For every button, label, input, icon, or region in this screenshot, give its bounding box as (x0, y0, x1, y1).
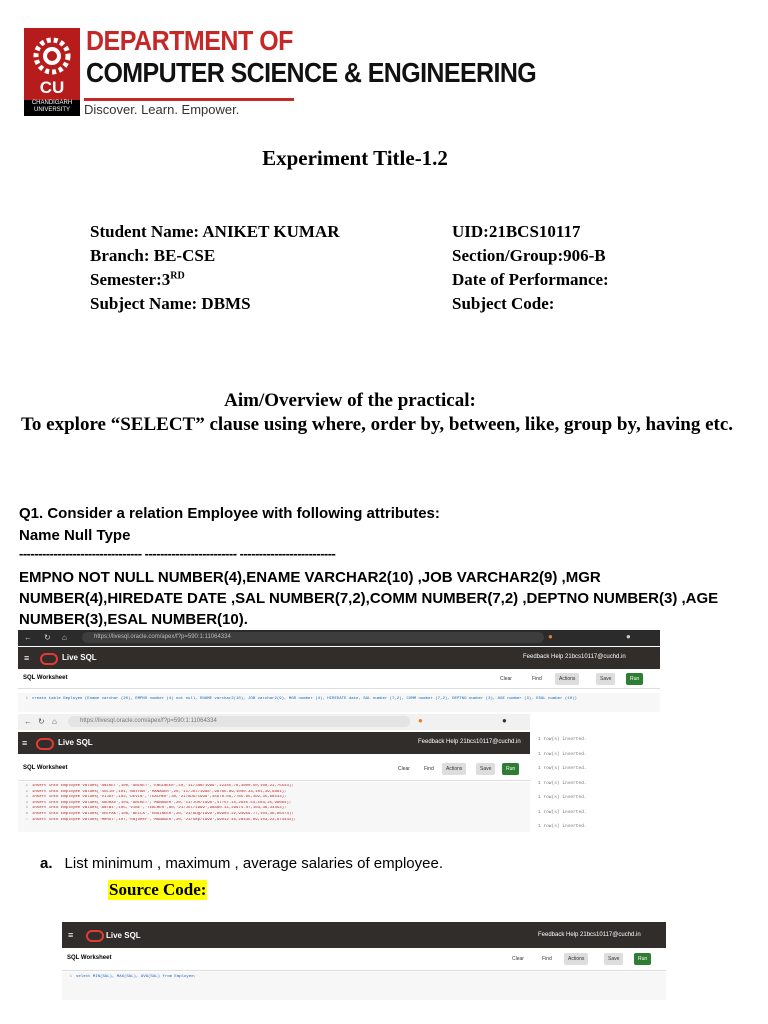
subject-code: Subject Code: (452, 294, 555, 313)
browser-toolbar-2 (18, 714, 530, 730)
branch: Branch: BE-CSE (90, 246, 216, 265)
department-name: COMPUTER SCIENCE (86, 58, 338, 89)
screenshot-create-table (18, 630, 660, 712)
user-menu[interactable]: Feedback Help 21bcs10117@cuchd.in (418, 739, 521, 745)
worksheet-title: SQL Worksheet (23, 675, 68, 681)
question-1: Q1. Consider a relation Employee with following attributes: (19, 505, 440, 522)
department-line2 (86, 58, 536, 90)
output-line: 1 row(s) inserted. (538, 824, 587, 829)
actions-button[interactable]: Actions (555, 673, 579, 685)
code-line: 1 insert into Employee values('ANIKET',100,'ANIKET','ENGINEER',10,'11/JAN/1999',12345.76,3000.50,100,21,75543); (25, 784, 294, 788)
profile-icon[interactable]: ● (502, 716, 507, 725)
back-icon[interactable]: ← (24, 717, 32, 726)
find-button[interactable]: Find (424, 766, 434, 772)
task-text: List minimum , maximum , average salaries of employee. (64, 855, 443, 872)
semester (90, 270, 185, 290)
code-line: 7 insert into Employee values('Mehul',107,'Rajveer','MANAGER',20,'21/Sep/1999',99012.45,28435.09,103,23,674443); (25, 817, 297, 822)
screenshot-inserts (18, 714, 530, 832)
clear-button[interactable]: Clear (398, 766, 410, 772)
save-button[interactable]: Save (604, 953, 623, 965)
app-title: Live SQL (62, 653, 97, 662)
worksheet-title: SQL Worksheet (67, 955, 112, 961)
url-bar[interactable]: https://livesql.oracle.com/apex/f?p=590:1:11064334 (82, 632, 544, 643)
code-text: insert into Employee values('SAURAV',104,'ANIKET','MANAGER',20,'11/Jun/1998',47757.15,2945.54,103,25,98664); (32, 800, 292, 805)
app-header-3 (62, 922, 666, 948)
menu-icon[interactable]: ≡ (68, 930, 74, 940)
oracle-logo-icon (86, 930, 104, 942)
date-of-performance: Date of Performance: (452, 270, 609, 289)
insert-output (538, 733, 587, 835)
student-name: Student Name: ANIKET KUMAR (90, 222, 340, 241)
code-text: insert into Employee values('VIJAY',102,'DEVIN','TEACHER',30,'21/AUG/1998',45678.09,7765.65,102,35,66543); (32, 795, 287, 800)
semester-value: Semester:3 (90, 270, 171, 289)
tagline: Discover. Learn. Empower. (84, 102, 240, 117)
home-icon[interactable]: ⌂ (62, 633, 67, 642)
department-engineering: & ENGINEERING (337, 58, 537, 89)
university-logo (24, 28, 80, 116)
app-header (18, 647, 660, 669)
attributes-list: EMPNO NOT NULL NUMBER(4),ENAME VARCHAR2(10) ,JOB VARCHAR2(9) ,MGR NUMBER(4),HIREDATE DATE ,SAL NUMBER(7,2),COMM NUMBER(7,2) ,DEPTNO NUMBER(3) ,AGE NUMBER(3),ESAL NUMBER(10). (19, 569, 719, 628)
experiment-title: Experiment Title-1.2 (262, 146, 448, 170)
run-button[interactable]: Run (502, 763, 519, 775)
task-a (40, 855, 443, 872)
screenshot-select (62, 922, 666, 1000)
save-button[interactable]: Save (476, 763, 495, 775)
browser-toolbar (18, 630, 660, 646)
actions-button[interactable]: Actions (442, 763, 466, 775)
code-text: insert into Employee values('SOLIN',101,'NAYYAN','MANAGER',20,'11/Jul/1998',98765.89,1000.34,101,39,9861); (32, 789, 287, 794)
output-line: 1 row(s) inserted. (538, 766, 587, 771)
refresh-icon[interactable]: ↻ (44, 633, 51, 642)
semester-suffix: RD (170, 270, 185, 282)
aim-heading: Aim/Overview of the practical: (224, 390, 476, 411)
code-line: 5 insert into Employee values('ANTWI',105,'VIBE','TEACHER',80,'21/Jul/1999',98890.11,29974.47,103,36,34453); (25, 806, 287, 811)
extension-icon[interactable]: ● (418, 716, 423, 725)
save-button[interactable]: Save (596, 673, 615, 685)
clear-button[interactable]: Clear (500, 676, 512, 682)
worksheet-title: SQL Worksheet (23, 765, 68, 771)
back-icon[interactable]: ← (24, 633, 32, 642)
task-bullet: a. (40, 855, 53, 872)
dash-separator: -------------------------------- ------------------------ ------------------------- (19, 546, 336, 561)
code-editor[interactable]: 1 create table Employee (Ename varchar (20), EMPNO number (4) not null, ENAME varchar2(10), JOB varchar2(9), MGR number (4), HIREDATE date, SAL number (7,2), COMM number (7,2), DEPTNO number (3), AGE number (3), ESAL number (10)) (18, 693, 660, 712)
output-line: 1 row(s) inserted. (538, 737, 587, 742)
code-text: insert into Employee values('Mehul',107,'Rajveer','MANAGER',20,'21/Sep/1999',99012.45,28435.09,103,23,674443); (32, 817, 297, 822)
user-menu[interactable]: Feedback Help 21bcs10117@cuchd.in (523, 654, 626, 660)
code-line: 3 insert into Employee values('VIJAY',102,'DEVIN','TEACHER',30,'21/AUG/1998',45678.09,7765.65,102,35,66543); (25, 795, 287, 800)
subject-name: Subject Name: DBMS (90, 294, 251, 313)
section-group: Section/Group:906-B (452, 246, 606, 265)
find-button[interactable]: Find (532, 676, 542, 682)
gear-emblem-icon (30, 34, 74, 78)
output-line: 1 row(s) inserted. (538, 795, 587, 800)
output-line: 1 row(s) inserted. (538, 751, 587, 757)
refresh-icon[interactable]: ↻ (38, 717, 45, 726)
code-editor-3[interactable]: 1 select MIN(SAL), MAX(SAL), AVG(SAL) from Employee; (62, 972, 666, 1000)
aim-text: To explore “SELECT” clause using where, order by, between, like, group by, having etc. (21, 414, 734, 435)
menu-icon[interactable]: ≡ (24, 653, 30, 663)
code-line: 2 insert into Employee values('SOLIN',101,'NAYYAN','MANAGER',20,'11/Jul/1998',98765.89,1000.34,101,39,9861); (25, 789, 287, 794)
output-line: 1 row(s) inserted. (538, 780, 587, 786)
logo-subtext: CHANDIGARH UNIVERSITY (24, 100, 80, 116)
code-line: select MIN(SAL), MAX(SAL), AVG(SAL) from Employee; (76, 975, 197, 979)
extension-icon[interactable]: ● (548, 632, 553, 641)
app-title: Live SQL (106, 931, 141, 940)
clear-button[interactable]: Clear (512, 956, 524, 962)
code-line: create table Employee (Ename varchar (20), EMPNO number (4) not null, ENAME varchar2(10), JOB varchar2(9), MGR number (4), HIREDATE date, SAL number (7,2), COMM number (7,2), DEPTNO number (3), AGE number (3), ESAL number (10)) (32, 697, 577, 701)
worksheet-toolbar-2 (18, 760, 530, 781)
logo-text: CU (39, 78, 65, 97)
menu-icon[interactable]: ≡ (22, 738, 28, 748)
actions-button[interactable]: Actions (564, 953, 588, 965)
user-menu[interactable]: Feedback Help 21bcs10117@cuchd.in (538, 932, 641, 938)
url-bar[interactable]: https://livesql.oracle.com/apex/f?p=590:1:11064334 (68, 716, 410, 727)
app-title: Live SQL (58, 738, 93, 747)
department-line1: DEPARTMENT OF (86, 26, 293, 57)
profile-icon[interactable]: ● (626, 632, 631, 641)
table-header: Name Null Type (19, 527, 131, 544)
uid: UID:21BCS10117 (452, 222, 581, 241)
code-line: 4 insert into Employee values('SAURAV',104,'ANIKET','MANAGER',20,'11/Jun/1998',47757.15,2945.54,103,25,98664); (25, 800, 292, 805)
home-icon[interactable]: ⌂ (52, 717, 57, 726)
find-button[interactable]: Find (542, 956, 552, 962)
worksheet-toolbar-3 (62, 950, 666, 971)
code-editor-2[interactable] (18, 782, 530, 832)
oracle-logo-icon (40, 653, 58, 665)
source-code-label: Source Code: (109, 880, 207, 899)
code-text: insert into Employee values('ANTWI',105,'VIBE','TEACHER',80,'21/Jul/1999',98890.11,29974.47,103,36,34453); (32, 806, 287, 811)
code-text: insert into Employee values('ANIKET',100,'ANIKET','ENGINEER',10,'11/JAN/1999',12345.76,3000.50,100,21,75543); (32, 784, 294, 788)
worksheet-toolbar (18, 670, 660, 689)
tagline-divider (84, 98, 294, 101)
oracle-logo-icon (36, 738, 54, 750)
output-line: 1 row(s) inserted. (538, 809, 587, 815)
app-header-2 (18, 732, 530, 754)
code-line: 6 insert into Employee values('DEEPAK',106,'BELLA','ENGINEER',20,'21/Aug/1999',89903.22,94959.77,104,36,66474); (25, 811, 294, 816)
run-button[interactable]: Run (626, 673, 643, 685)
code-text: insert into Employee values('DEEPAK',106,'BELLA','ENGINEER',20,'21/Aug/1999',89903.22,94959.77,104,36,66474); (32, 811, 294, 816)
run-button[interactable]: Run (634, 953, 651, 965)
